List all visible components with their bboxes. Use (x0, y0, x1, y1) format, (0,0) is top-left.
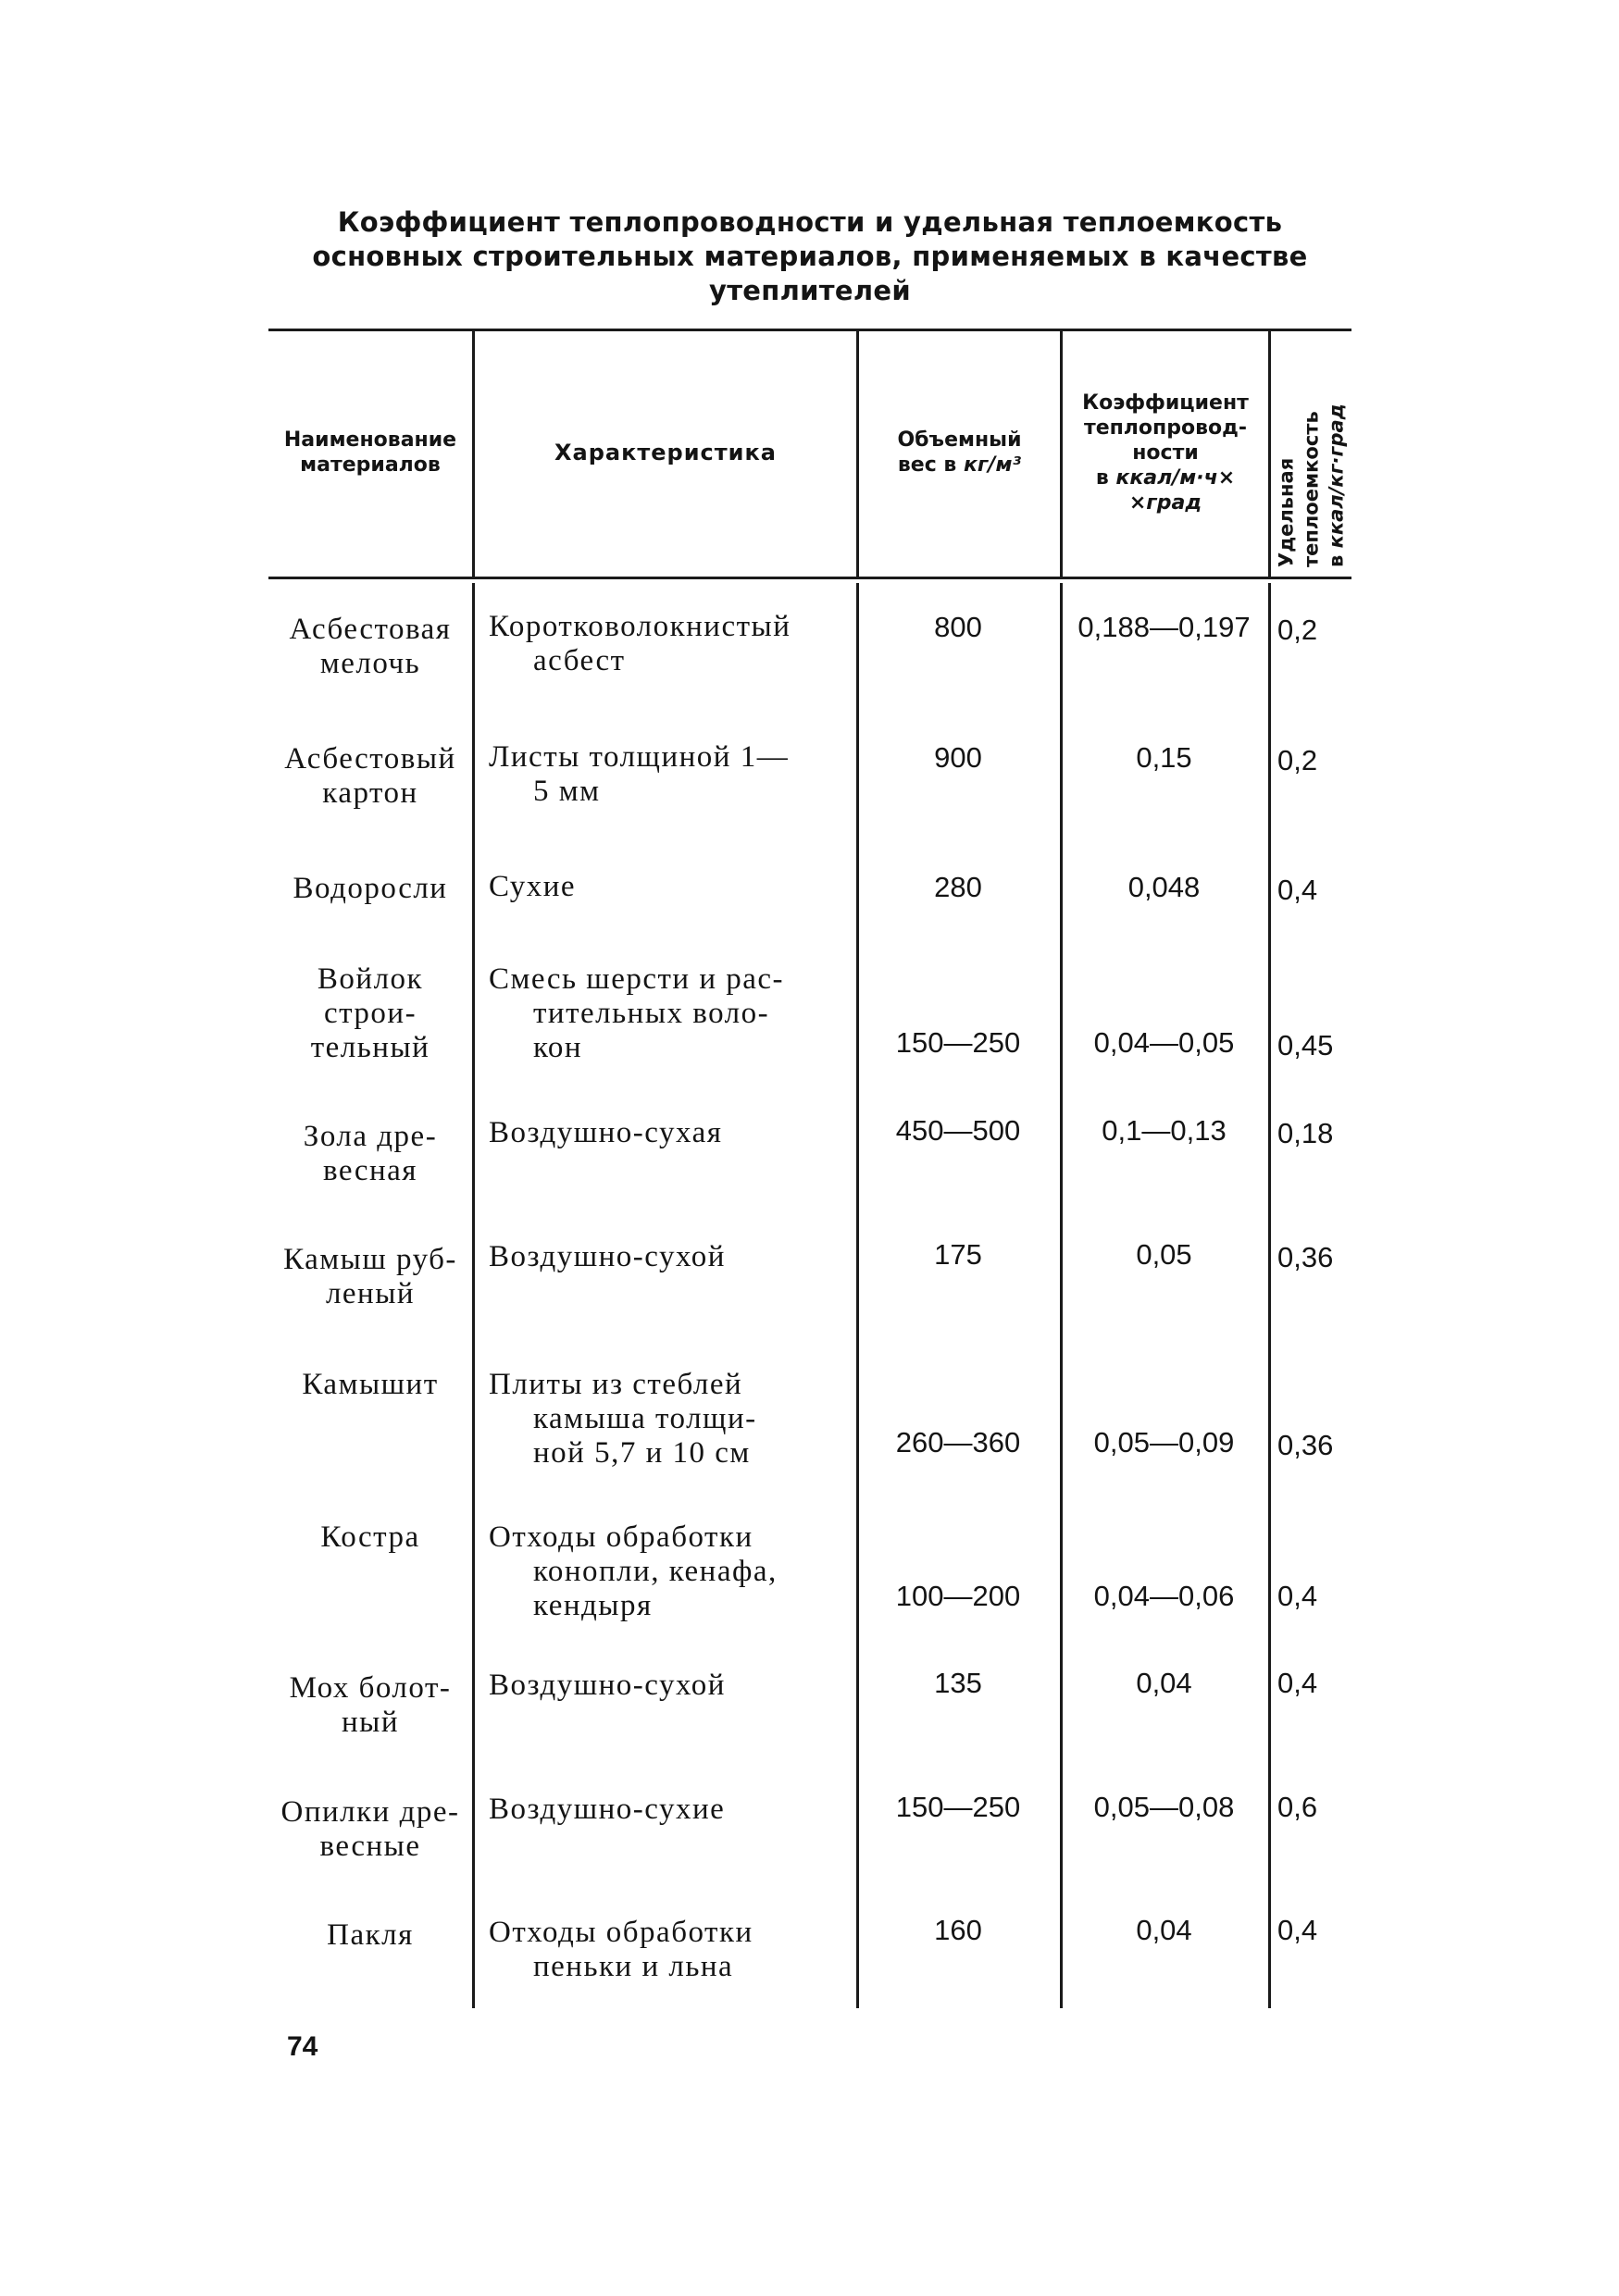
cell-volume-weight: 150—250 (895, 1026, 1021, 1059)
cell-characteristic: Отходы обработки пеньки и льна (489, 1916, 753, 1983)
cell-characteristic: Плиты из стеблей камыша толщи- ной 5,7 и 10 см (489, 1368, 757, 1470)
cell-name: Войлок строи- тельный (310, 962, 430, 1064)
cell-characteristic: Воздушно-сухой (489, 1240, 726, 1273)
cell-specific-heat: 0,36 (1277, 1241, 1334, 1273)
cell-characteristic: Воздушно-сухие (489, 1793, 726, 1826)
cell-conductivity: 0,05 (1136, 1238, 1192, 1271)
header-name: Наименование материалов (283, 428, 457, 477)
cell-volume-weight: 100—200 (895, 1580, 1021, 1612)
cell-name: Пакля (327, 1918, 414, 1952)
cell-characteristic: Сухие (489, 870, 576, 903)
header-characteristic: Характеристика (554, 439, 777, 465)
cell-specific-heat: 0,4 (1277, 874, 1318, 906)
table-top-rule (268, 329, 1351, 331)
header-volume-weight: Объемный вес в кг/м³ (897, 428, 1022, 477)
cell-specific-heat: 0,36 (1277, 1429, 1334, 1461)
header-conductivity: Коэффициент теплопровод- ности в ккал/м·ч× ×град (1082, 391, 1249, 515)
cell-conductivity: 0,048 (1127, 871, 1201, 903)
cell-volume-weight: 150—250 (895, 1791, 1021, 1823)
header-bottom-rule (268, 577, 1351, 579)
page-number: 74 (287, 2031, 318, 2062)
cell-volume-weight: 800 (934, 611, 982, 643)
cell-specific-heat: 0,18 (1277, 1117, 1334, 1149)
cell-volume-weight: 135 (934, 1667, 982, 1699)
cell-name: Костра (320, 1520, 420, 1554)
cell-characteristic: Воздушно-сухая (489, 1116, 723, 1149)
cell-name: Камышит (302, 1368, 439, 1401)
title-line-3: утеплителей (709, 275, 911, 306)
cell-characteristic: Листы толщиной 1— 5 мм (489, 740, 790, 808)
cell-conductivity: 0,1—0,13 (1102, 1114, 1227, 1147)
cell-name: Асбестовый картон (284, 742, 456, 810)
cell-specific-heat: 0,4 (1277, 1914, 1318, 1946)
cell-specific-heat: 0,2 (1277, 614, 1318, 646)
column-divider (1268, 583, 1271, 2008)
title-line-1: Коэффициент теплопроводности и удельная теплоемкость (337, 206, 1283, 238)
cell-characteristic: Коротковолокнистый асбест (489, 610, 791, 677)
cell-specific-heat: 0,4 (1277, 1667, 1318, 1699)
cell-volume-weight: 175 (934, 1238, 982, 1271)
cell-volume-weight: 900 (934, 741, 982, 774)
cell-characteristic: Смесь шерсти и рас- тительных воло- кон (489, 962, 785, 1064)
cell-volume-weight: 260—360 (895, 1426, 1021, 1458)
cell-name: Зола дре- весная (303, 1120, 438, 1187)
cell-name: Мох болот- ный (289, 1671, 452, 1739)
cell-conductivity: 0,15 (1136, 741, 1192, 774)
cell-specific-heat: 0,45 (1277, 1029, 1334, 1061)
cell-conductivity: 0,188—0,197 (1077, 611, 1251, 643)
cell-volume-weight: 450—500 (895, 1114, 1021, 1147)
column-divider (472, 583, 475, 2008)
cell-name: Камыш руб- леный (283, 1243, 457, 1310)
cell-name: Водоросли (293, 872, 448, 905)
cell-characteristic: Отходы обработки конопли, кенафа, кендыря (489, 1520, 778, 1622)
header-specific-heat: Удельная теплоемкость в ккал/кг·град (1275, 403, 1347, 567)
cell-conductivity: 0,04—0,05 (1093, 1026, 1235, 1059)
cell-characteristic: Воздушно-сухой (489, 1669, 726, 1702)
cell-conductivity: 0,05—0,09 (1093, 1426, 1235, 1458)
cell-specific-heat: 0,6 (1277, 1791, 1318, 1823)
cell-name: Асбестовая мелочь (289, 613, 452, 680)
cell-specific-heat: 0,2 (1277, 744, 1318, 776)
title-line-2: основных строительных материалов, применяемых в качестве (312, 241, 1308, 272)
cell-conductivity: 0,04 (1136, 1667, 1192, 1699)
table-title (268, 205, 1351, 308)
cell-volume-weight: 280 (934, 871, 982, 903)
cell-conductivity: 0,04—0,06 (1093, 1580, 1235, 1612)
cell-volume-weight: 160 (934, 1914, 982, 1946)
cell-conductivity: 0,05—0,08 (1093, 1791, 1235, 1823)
cell-specific-heat: 0,4 (1277, 1580, 1318, 1612)
cell-name: Опилки дре- весные (280, 1795, 460, 1863)
cell-conductivity: 0,04 (1136, 1914, 1192, 1946)
